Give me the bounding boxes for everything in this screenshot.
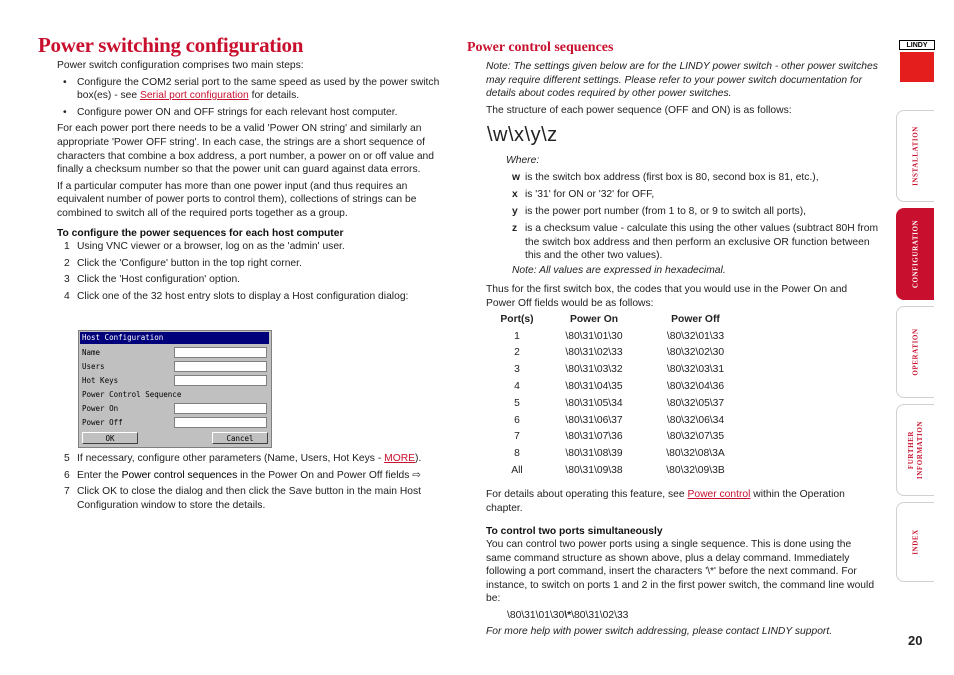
cell: 6 xyxy=(514,414,520,426)
tab-label: INSTALLATION xyxy=(911,126,919,186)
table-row xyxy=(486,361,751,378)
step-item xyxy=(57,452,449,466)
power-off-field[interactable] xyxy=(174,417,267,428)
cell: \80\32\06\34 xyxy=(666,414,725,426)
def-key: y xyxy=(512,206,518,217)
name-field[interactable] xyxy=(174,347,267,358)
step-text: Click OK to close the dialog and then click the Save button in the main Host Configuration window to store the details. xyxy=(77,486,421,511)
step-text: Click the 'Host configuration' option. xyxy=(77,274,241,286)
serial-port-config-link[interactable]: Serial port configuration xyxy=(139,90,249,102)
lindy-logo xyxy=(899,40,935,82)
tab-installation[interactable] xyxy=(896,110,934,202)
cell: 1 xyxy=(514,330,520,342)
table-row xyxy=(486,328,751,345)
page-title: Power switching configuration xyxy=(38,33,304,57)
step-text: Enter the xyxy=(77,469,122,481)
cell: \80\31\05\34 xyxy=(565,397,623,409)
def-text: is '31' for ON or '32' for OFF, xyxy=(525,189,655,200)
cell: \80\32\04\36 xyxy=(666,381,725,393)
table-row xyxy=(486,395,751,412)
cell: \80\32\05\37 xyxy=(666,397,725,409)
users-label: Users xyxy=(82,362,105,371)
step-emphasis: Power control sequences xyxy=(121,469,238,481)
section-heading: Power control sequences xyxy=(467,40,614,55)
where-label: Where: xyxy=(506,155,540,166)
cell: \80\31\03\32 xyxy=(565,364,623,376)
power-codes-table xyxy=(486,311,751,479)
step-number: 7 xyxy=(64,486,70,498)
cell: 3 xyxy=(514,364,520,376)
page-number: 20 xyxy=(908,633,923,648)
cell: 7 xyxy=(514,431,520,443)
cell: 2 xyxy=(514,347,520,359)
logo-text: LINDY xyxy=(899,40,935,50)
bullet-item: • Configure power ON and OFF strings for each relevant host computer. xyxy=(57,106,449,120)
tab-label: FURTHER INFORMATION xyxy=(906,420,924,480)
bullet-item xyxy=(57,76,449,103)
cell: \80\32\08\3A xyxy=(666,448,725,460)
tab-further-information[interactable] xyxy=(896,404,934,496)
cell: \80\31\07\36 xyxy=(565,431,623,443)
users-field[interactable] xyxy=(174,361,267,372)
def-key: z xyxy=(512,223,518,234)
table-header-row xyxy=(486,311,751,328)
step-text: Click the 'Configure' button in the top right corner. xyxy=(77,257,302,269)
cmd-part: \80\31\02\33 xyxy=(571,610,629,621)
left-column xyxy=(57,59,449,304)
step-number: 6 xyxy=(64,469,70,481)
cell: \80\31\02\33 xyxy=(565,347,623,359)
table-intro: Thus for the first switch box, the codes that you would use in the Power On and Power Off fields would be as follows: xyxy=(486,284,848,309)
step-item xyxy=(57,257,449,271)
col-header: Power Off xyxy=(671,313,720,325)
cell: \80\31\01\30 xyxy=(565,330,623,342)
details-post: within the Operation chapter. xyxy=(486,489,845,514)
step-item xyxy=(57,469,449,483)
def-text: is the power port number (from 1 to 8, or 9 to switch all ports), xyxy=(525,206,806,217)
table-row xyxy=(486,462,751,479)
power-on-label: Power On xyxy=(82,404,119,413)
tab-label: INDEX xyxy=(911,529,919,555)
bullet-text: for details. xyxy=(248,90,300,102)
paragraph: If a particular computer has more than one power input (and thus requires an equivalent number of power ports to control them), collections of strings can be combined to switch all of the required ports together as a group. xyxy=(57,180,417,219)
col-header: Power On xyxy=(569,313,619,325)
step-number: 1 xyxy=(64,241,70,253)
cell: \80\32\09\3B xyxy=(666,465,725,477)
table-row xyxy=(486,429,751,446)
step-item xyxy=(57,290,449,304)
name-label: Name xyxy=(82,348,101,357)
power-off-label: Power Off xyxy=(82,418,123,427)
table-row xyxy=(486,445,751,462)
logo-red-square xyxy=(900,52,934,82)
step-item xyxy=(57,485,449,512)
power-control-link[interactable]: Power control xyxy=(687,489,751,500)
cell: 5 xyxy=(514,397,520,409)
cmd-part: \80\31\01\30 xyxy=(507,610,565,621)
intro-text: Power switch configuration comprises two main steps: xyxy=(57,60,304,71)
subheading: To configure the power sequences for each host computer xyxy=(57,227,344,239)
step-number: 2 xyxy=(64,257,70,269)
cell: \80\31\09\38 xyxy=(565,465,623,477)
cell: \80\31\08\39 xyxy=(565,448,623,460)
cell: \80\32\03\31 xyxy=(666,364,725,376)
cell: \80\32\02\30 xyxy=(666,347,725,359)
cancel-button[interactable]: Cancel xyxy=(212,432,268,444)
tab-label: OPERATION xyxy=(911,328,919,376)
details-pre: For details about operating this feature, see xyxy=(486,489,688,500)
step-number: 5 xyxy=(64,453,70,464)
col-header: Port(s) xyxy=(500,313,534,325)
step-text: ). xyxy=(415,453,422,464)
def-key: w xyxy=(512,172,521,183)
details-text xyxy=(486,488,878,515)
cell: \80\31\06\37 xyxy=(565,414,623,426)
sequence-format: \w\x\y\z xyxy=(487,124,558,146)
table-row xyxy=(486,378,751,395)
tab-index[interactable] xyxy=(896,502,934,582)
step-text: Click one of the 32 host entry slots to display a Host configuration dialog: xyxy=(77,290,409,302)
cmd-delay: \* xyxy=(564,610,572,621)
cell: \80\31\04\35 xyxy=(565,381,623,393)
two-ports-text: You can control two power ports using a single sequence. This is done using the same command structure as shown above, plus a delay command. Immediately following a port command, insert the characters '\*' before the next command. For instance, to switch on ports 1 and 2 in the first power switch, the command line would be: xyxy=(486,539,875,605)
subheading: To control two ports simultaneously xyxy=(486,526,663,537)
left-column-steps xyxy=(57,452,449,512)
tab-label: CONFIGURATION xyxy=(911,219,919,289)
structure-intro: The structure of each power sequence (OFF and ON) is as follows: xyxy=(486,104,792,116)
command-example xyxy=(507,610,628,621)
host-configuration-dialog xyxy=(78,330,272,448)
cell: 4 xyxy=(514,381,520,393)
ok-button[interactable]: OK xyxy=(82,432,138,444)
def-text: is a checksum value - calculate this using the other values (subtract 80H from the switch box address and then perform an exclusive OR function between this and the other two values). xyxy=(525,223,879,262)
right-column-top xyxy=(486,60,878,117)
tab-configuration[interactable] xyxy=(896,208,934,300)
cell: All xyxy=(511,465,523,477)
step-text: in the Power On and Power Off fields ⇨ xyxy=(237,469,421,481)
table-row xyxy=(486,345,751,362)
tab-operation[interactable] xyxy=(896,306,934,398)
bullet-text: Configure the COM2 serial port to the same speed as used by the power switch box(es) - see xyxy=(77,76,440,102)
step-text: Using VNC viewer or a browser, log on as the 'admin' user. xyxy=(77,241,345,253)
step-item xyxy=(57,273,449,287)
def-key: x xyxy=(512,189,518,200)
hot-keys-field[interactable] xyxy=(174,375,267,386)
hex-note: Note: All values are expressed in hexadecimal. xyxy=(512,265,726,276)
cell: \80\32\01\33 xyxy=(666,330,725,342)
step-number: 4 xyxy=(64,290,70,302)
table-row xyxy=(486,412,751,429)
help-text: For more help with power switch addressing, please contact LINDY support. xyxy=(486,626,833,637)
step-number: 3 xyxy=(64,274,70,286)
hot-keys-label: Hot Keys xyxy=(82,376,119,385)
dialog-title: Host Configuration xyxy=(80,332,269,344)
paragraph: For each power port there needs to be a valid 'Power ON string' and similarly an appropriate 'Power OFF string'. In each case, the strings are a short sequence of characters that combine a box address, a port number, a power on or off value and finally a checksum number so that the power unit can guard against data errors. xyxy=(57,123,435,176)
step-item xyxy=(57,240,449,254)
power-control-sequence-label: Power Control Sequence xyxy=(82,390,182,399)
more-link[interactable]: MORE xyxy=(384,453,416,464)
cell: 8 xyxy=(514,448,520,460)
step-text: If necessary, configure other parameters (Name, Users, Hot Keys - xyxy=(77,453,385,464)
def-text: is the switch box address (first box is 80, second box is 81, etc.), xyxy=(525,172,819,183)
power-on-field[interactable] xyxy=(174,403,267,414)
note-text: Note: The settings given below are for the LINDY power switch - other power switches may require different settings. Please refer to your power switch documentation for details about codes required by other power switches. xyxy=(486,61,878,100)
cell: \80\32\07\35 xyxy=(666,431,725,443)
